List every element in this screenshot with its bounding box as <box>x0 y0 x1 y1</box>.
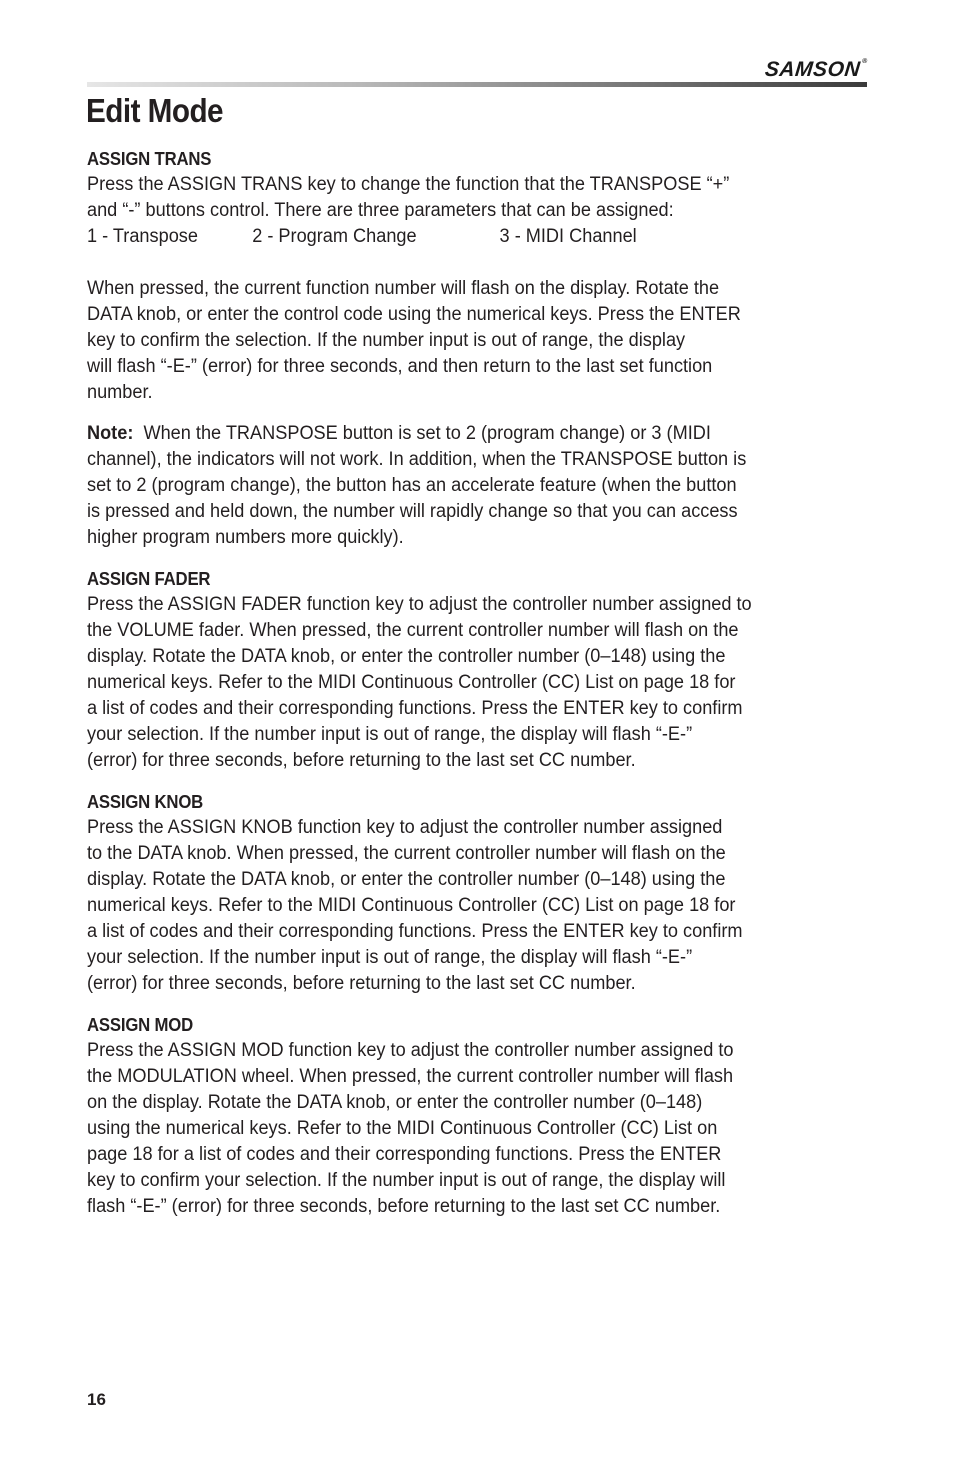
text-line: a list of codes and their corresponding functions. Press the ENTER key to confirm <box>87 921 743 942</box>
section-assign-fader <box>87 566 877 774</box>
text-line: (error) for three seconds, before returning to the last set CC number. <box>87 973 636 994</box>
text-line: a list of codes and their corresponding functions. Press the ENTER key to confirm <box>87 698 743 719</box>
parameter-list <box>87 224 841 250</box>
assign-fader-body <box>87 592 877 774</box>
text-line: key to confirm the selection. If the number input is out of range, the display <box>87 330 686 351</box>
text-line: When pressed, the current function number will flash on the display. Rotate the <box>87 278 720 299</box>
text-line: key to confirm your selection. If the number input is out of range, the display will <box>87 1170 726 1191</box>
assign-knob-body <box>87 815 877 997</box>
text-line: numerical keys. Refer to the MIDI Continuous Controller (CC) List on page 18 for <box>87 672 736 693</box>
text-line: Press the ASSIGN FADER function key to adjust the controller number assigned to <box>87 594 752 615</box>
text-line: higher program numbers more quickly). <box>87 527 404 548</box>
samson-logo <box>764 58 868 82</box>
text-line: Press the ASSIGN MOD function key to adjust the controller number assigned to <box>87 1040 734 1061</box>
section-assign-knob <box>87 789 877 997</box>
text-line <box>87 421 841 447</box>
page-number: 16 <box>87 1390 106 1409</box>
text-line: set to 2 (program change), the button has an accelerate feature (when the button <box>87 475 737 496</box>
text-line: display. Rotate the DATA knob, or enter the controller number (0–148) using the <box>87 869 726 890</box>
page-title: Edit Mode <box>86 92 224 129</box>
text-line: will flash “-E-” (error) for three seconds, and then return to the last set function <box>87 356 713 377</box>
note-text: When the TRANSPOSE button is set to 2 (program change) or 3 (MIDI <box>143 423 711 444</box>
parameter-item: 3 - MIDI Channel <box>499 226 637 247</box>
parameter-item: 1 - Transpose <box>87 226 198 247</box>
section-heading-assign-knob: ASSIGN KNOB <box>87 792 204 812</box>
assign-trans-note <box>87 421 877 551</box>
assign-trans-body <box>87 276 877 406</box>
text-line: and “-” buttons control. There are three parameters that can be assigned: <box>87 200 674 221</box>
assign-mod-body <box>87 1038 877 1220</box>
text-line: your selection. If the number input is out of range, the display will flash “-E-” <box>87 947 693 968</box>
text-line: on the display. Rotate the DATA knob, or enter the controller number (0–148) <box>87 1092 703 1113</box>
text-line: flash “-E-” (error) for three seconds, before returning to the last set CC number. <box>87 1196 721 1217</box>
text-line: is pressed and held down, the number will rapidly change so that you can access <box>87 501 738 522</box>
note-label: Note: <box>87 423 134 444</box>
text-line: number. <box>87 382 153 403</box>
text-line: channel), the indicators will not work. In addition, when the TRANSPOSE button is <box>87 449 747 470</box>
text-line: the VOLUME fader. When pressed, the current controller number will flash on the <box>87 620 739 641</box>
text-line: Press the ASSIGN TRANS key to change the function that the TRANSPOSE “+” <box>87 174 730 195</box>
header-rule <box>87 82 867 87</box>
section-assign-trans <box>87 146 877 551</box>
text-line: the MODULATION wheel. When pressed, the current controller number will flash <box>87 1066 734 1087</box>
text-line: Press the ASSIGN KNOB function key to adjust the controller number assigned <box>87 817 723 838</box>
text-line: page 18 for a list of codes and their corresponding functions. Press the ENTER <box>87 1144 722 1165</box>
text-line: your selection. If the number input is out of range, the display will flash “-E-” <box>87 724 693 745</box>
text-line: (error) for three seconds, before returning to the last set CC number. <box>87 750 636 771</box>
assign-trans-intro <box>87 172 877 250</box>
registered-mark: ® <box>861 58 869 65</box>
section-assign-mod <box>87 1012 877 1220</box>
text-line: display. Rotate the DATA knob, or enter the controller number (0–148) using the <box>87 646 726 667</box>
text-line: using the numerical keys. Refer to the MIDI Continuous Controller (CC) List on <box>87 1118 718 1139</box>
brand-name: SAMSON <box>763 58 862 81</box>
text-line: numerical keys. Refer to the MIDI Continuous Controller (CC) List on page 18 for <box>87 895 736 916</box>
section-heading-assign-trans: ASSIGN TRANS <box>87 149 212 169</box>
parameter-item: 2 - Program Change <box>252 226 417 247</box>
text-line: to the DATA knob. When pressed, the current controller number will flash on the <box>87 843 726 864</box>
section-heading-assign-mod: ASSIGN MOD <box>87 1015 194 1035</box>
page-content <box>87 146 877 1220</box>
text-line: DATA knob, or enter the control code using the numerical keys. Press the ENTER <box>87 304 741 325</box>
section-heading-assign-fader: ASSIGN FADER <box>87 569 211 589</box>
